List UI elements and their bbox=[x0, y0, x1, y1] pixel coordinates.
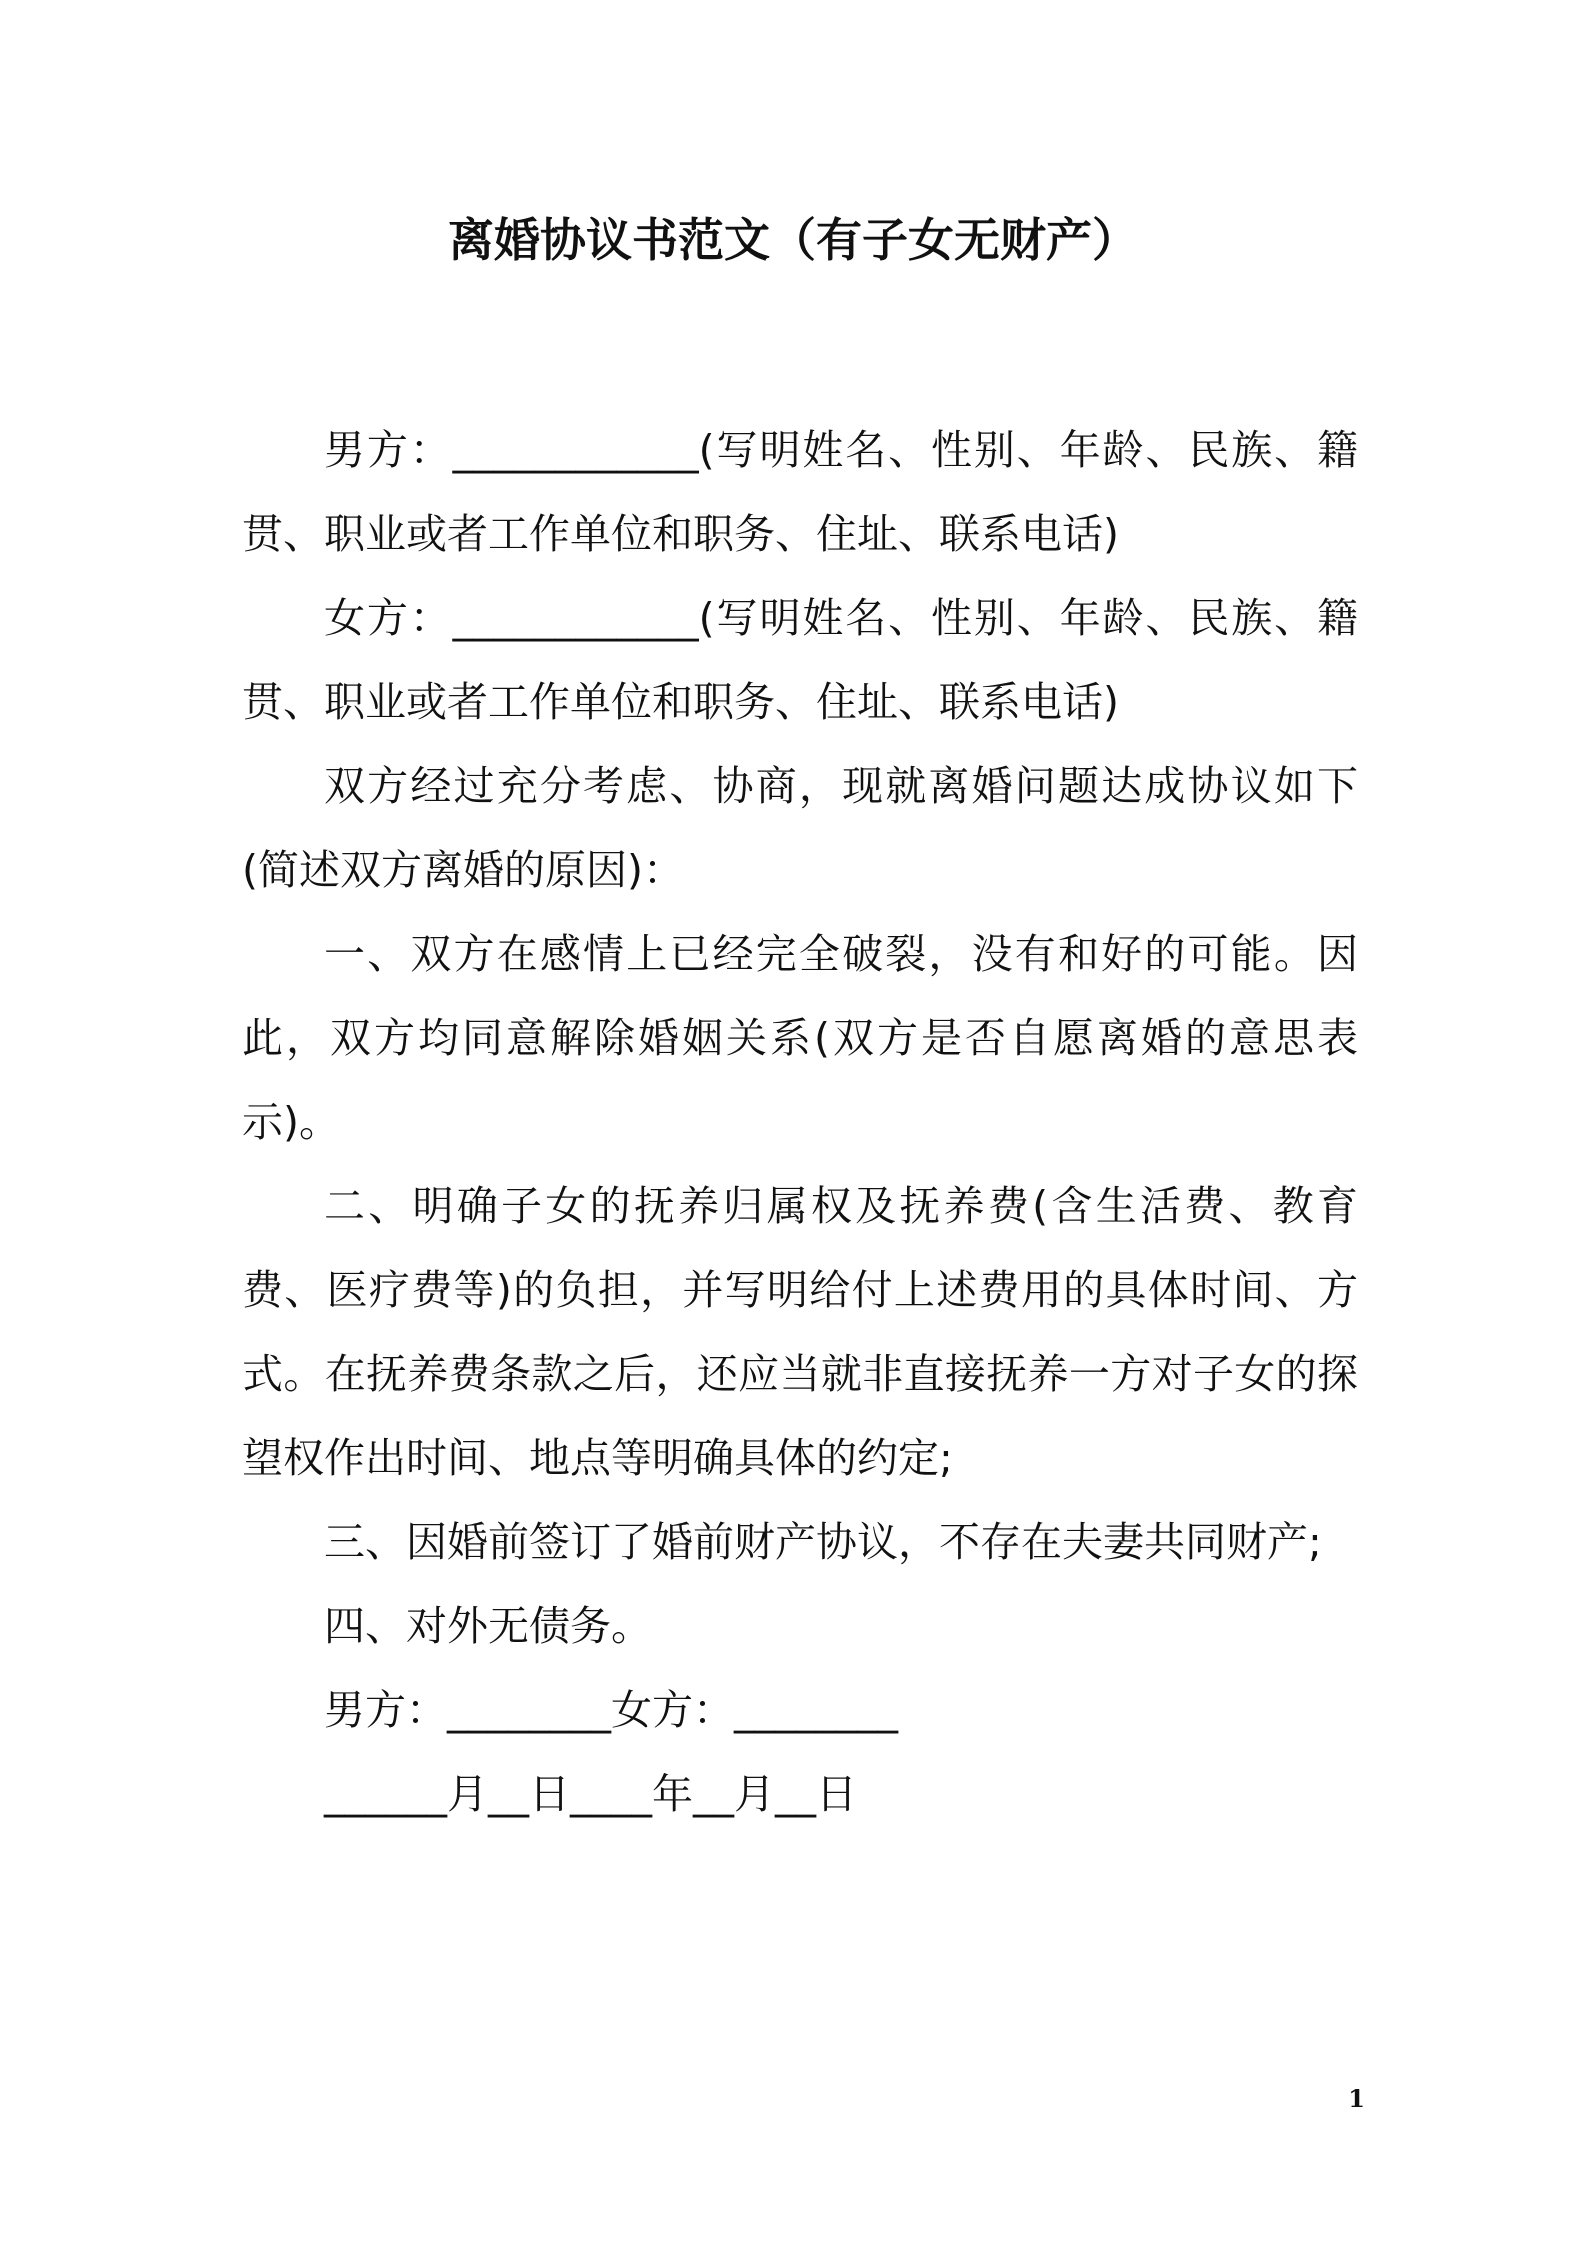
clause-two-paragraph: 二、明确子女的抚养归属权及抚养费(含生活费、教育费、医疗费等)的负担，并写明给付上述费用的具体时间、方式。在抚养费条款之后，还应当就非直接抚养一方对子女的探望权作出时间、地点等明确具体的约定; bbox=[242, 1182, 1358, 1482]
clause-three-paragraph: 三、因婚前签订了婚前财产协议，不存在夫妻共同财产; bbox=[324, 1518, 1322, 1566]
agreement-intro-paragraph: 双方经过充分考虑、协商，现就离婚问题达成协议如下(简述双方离婚的原因)： bbox=[242, 762, 1358, 894]
clause-four-paragraph: 四、对外无债务。 bbox=[324, 1602, 652, 1650]
document-title: 离婚协议书范文（有子女无财产） bbox=[448, 213, 1138, 267]
clause-one-paragraph: 一、双方在感情上已经完全破裂，没有和好的可能。因此，双方均同意解除婚姻关系(双方是否自愿离婚的意思表示)。 bbox=[242, 930, 1358, 1146]
page-number: 1 bbox=[1348, 2084, 1365, 2113]
date-line: ______月__日____年__月__日 bbox=[324, 1770, 857, 1818]
female-party-paragraph: 女方：____________(写明姓名、性别、年龄、民族、籍贯、职业或者工作单位和职务、住址、联系电话) bbox=[242, 594, 1358, 726]
male-party-paragraph: 男方：____________(写明姓名、性别、年龄、民族、籍贯、职业或者工作单位和职务、住址、联系电话) bbox=[242, 426, 1358, 558]
document-body bbox=[242, 408, 1358, 1836]
signature-line: 男方：________女方：________ bbox=[324, 1686, 898, 1734]
